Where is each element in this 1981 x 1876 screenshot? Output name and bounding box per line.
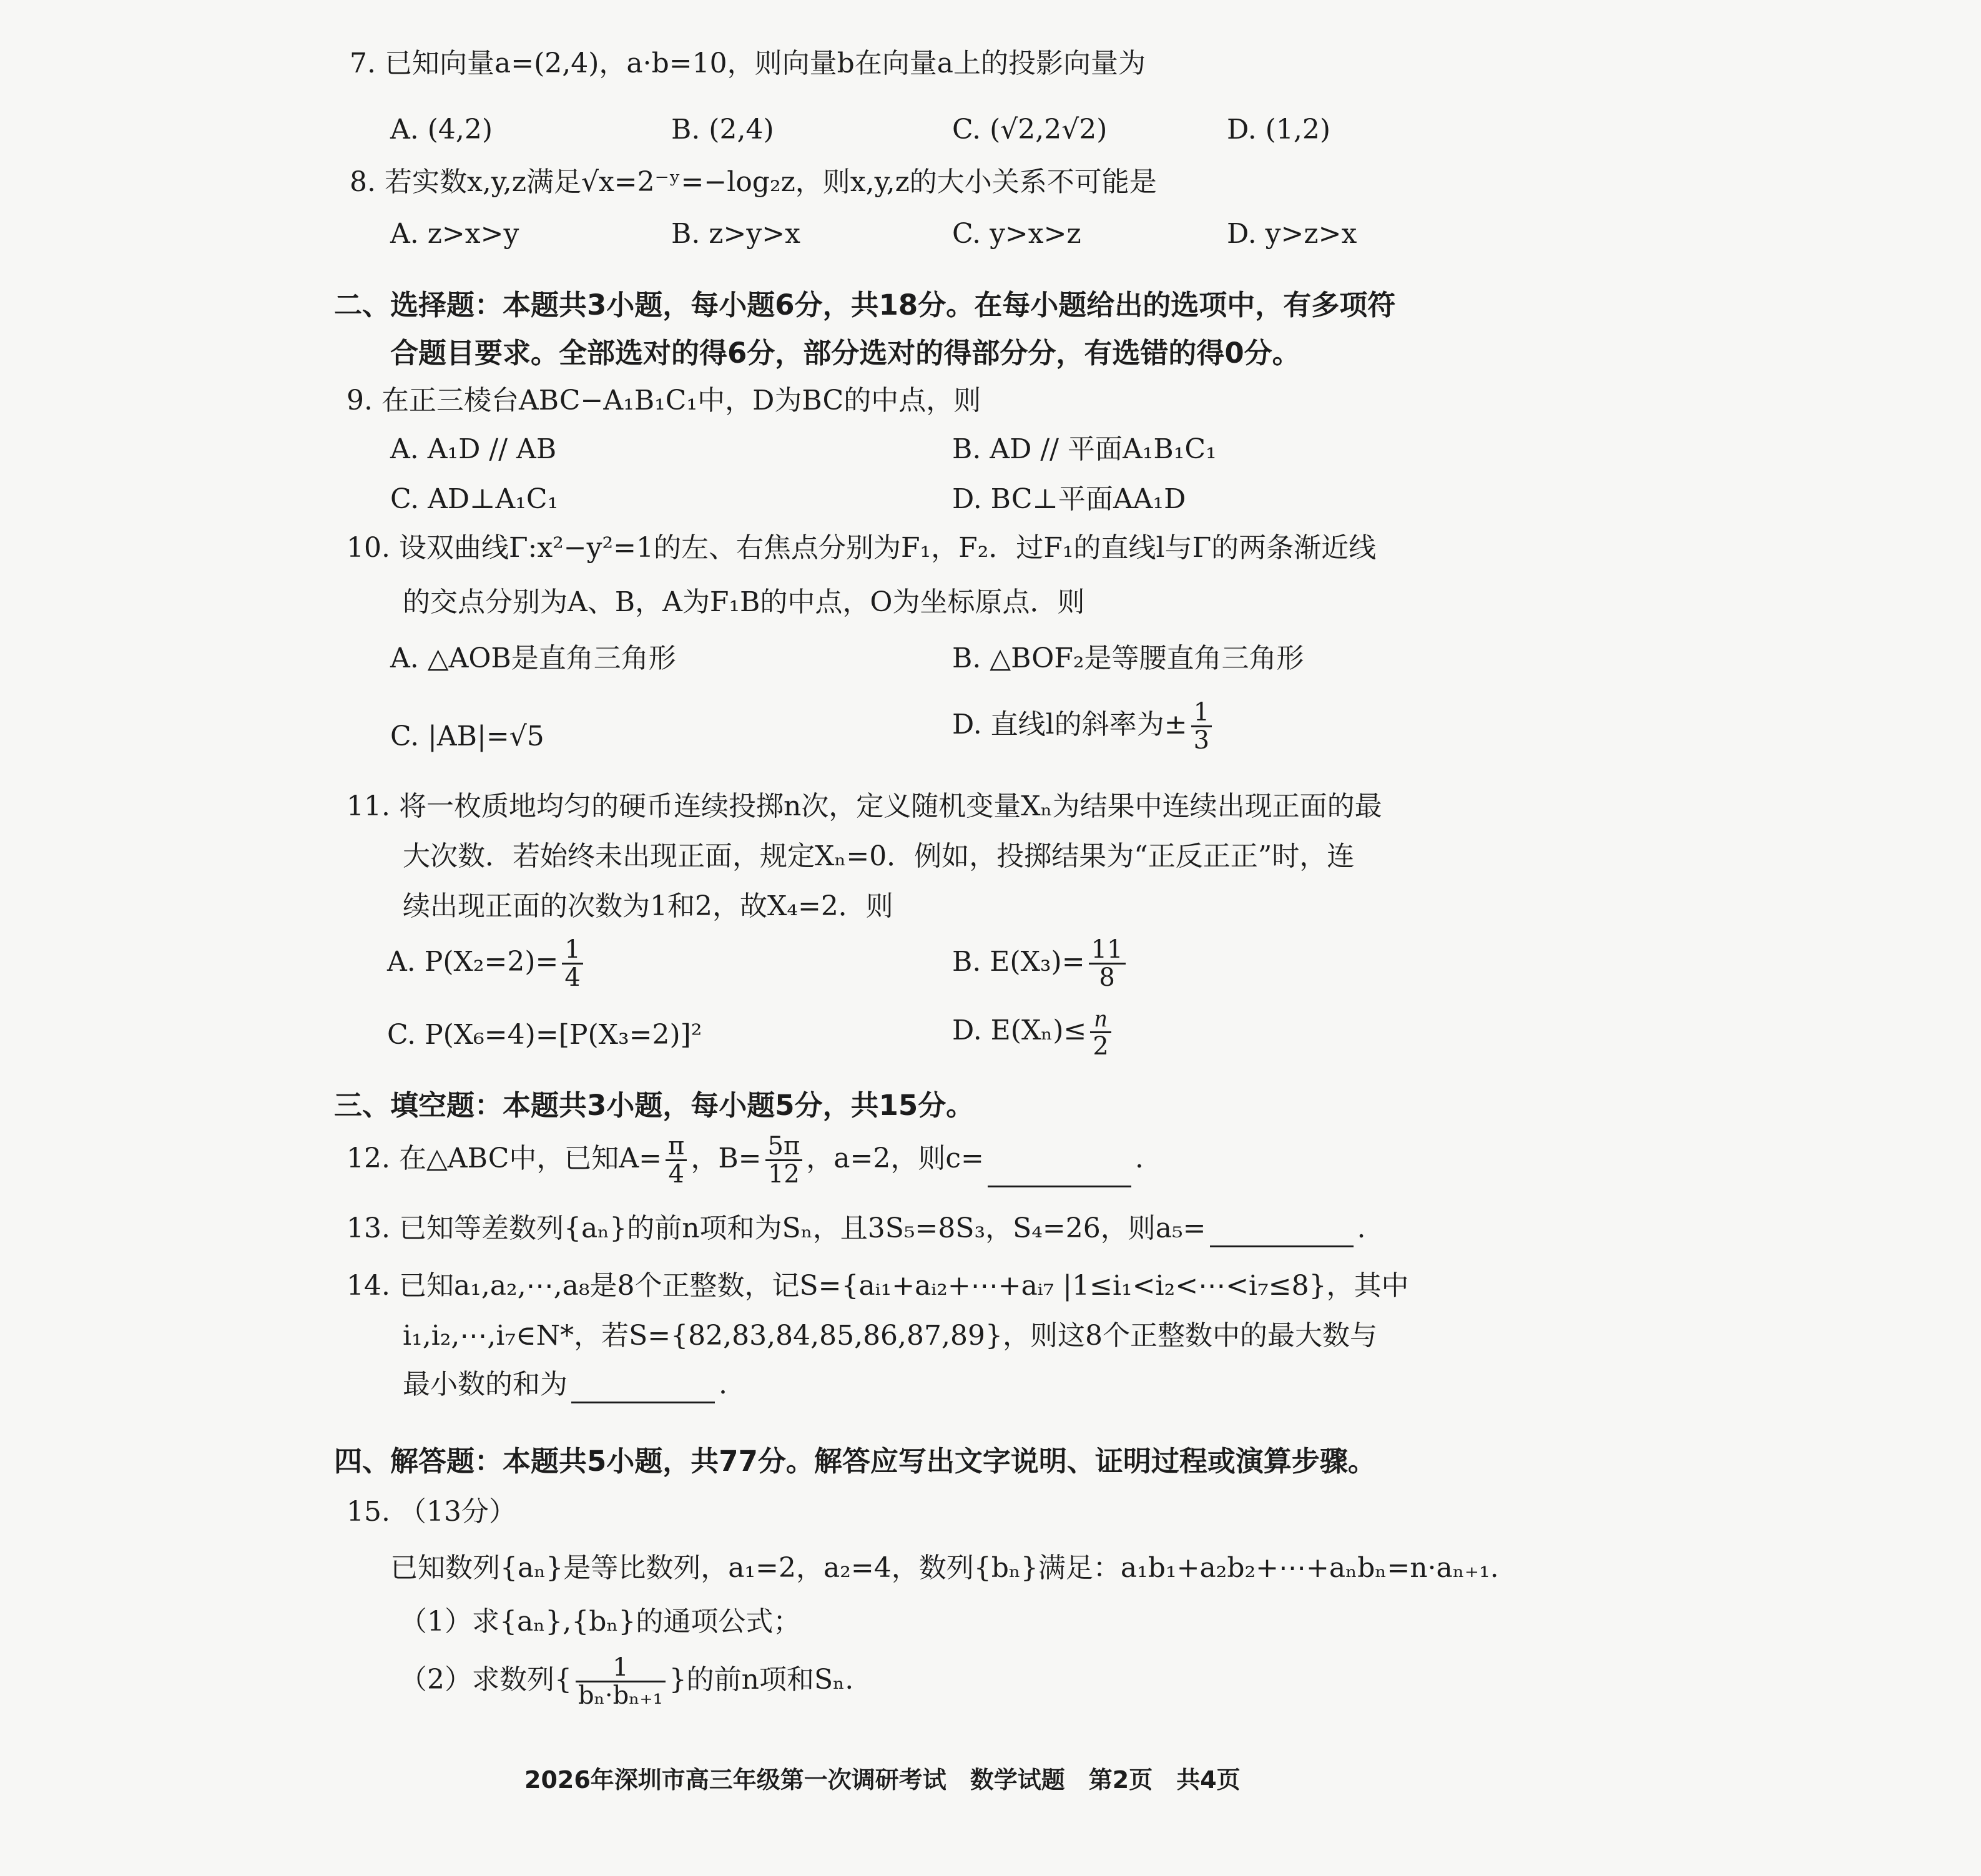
question-15-part-1: （1）求{aₙ},{bₙ}的通项公式； xyxy=(400,1606,801,1638)
q7-option-a: A. (4,2) xyxy=(390,114,493,145)
q11-option-c: C. P(X₆=4)=[P(X₃=2)]² xyxy=(387,1019,702,1051)
q14-text: 最小数的和为 xyxy=(403,1368,568,1400)
q12-end: . xyxy=(1134,1142,1144,1174)
fraction xyxy=(1090,1005,1111,1059)
answer-blank[interactable] xyxy=(571,1377,715,1403)
fraction-numerator: 11 xyxy=(1091,935,1123,964)
fraction-denominator: 2 xyxy=(1090,1031,1111,1059)
q11-option-b-text: B. E(X₃)= xyxy=(952,946,1085,978)
fraction xyxy=(1089,936,1126,991)
q11-option-b xyxy=(952,936,1129,991)
answer-blank[interactable] xyxy=(1210,1220,1354,1247)
q11-option-a-text: A. P(X₂=2)= xyxy=(387,946,559,978)
fraction-numerator: 1 xyxy=(1193,698,1210,727)
question-8-stem: 8. 若实数x,y,z满足√x=2⁻ʸ=−log₂z，则x,y,z的大小关系不可能是 xyxy=(350,166,1157,198)
section-3-heading: 三、填空题：本题共3小题，每小题5分，共15分。 xyxy=(334,1089,975,1122)
section-2-heading-cont: 合题目要求。全部选对的得6分，部分选对的得部分分，有选错的得0分。 xyxy=(390,336,1300,370)
q12-text-b: ，B= xyxy=(691,1142,762,1174)
q11-option-d xyxy=(952,1005,1115,1059)
question-7-stem: 7. 已知向量a=(2,4)，a·b=10，则向量b在向量a上的投影向量为 xyxy=(350,47,1146,79)
section-2-heading: 二、选择题：本题共3小题，每小题6分，共18分。在每小题给出的选项中，有多项符 xyxy=(334,288,1396,322)
q9-option-c: C. AD⊥A₁C₁ xyxy=(390,483,559,515)
fraction xyxy=(562,936,583,991)
fraction-denominator: 4 xyxy=(562,963,583,991)
fraction xyxy=(576,1654,666,1709)
fraction-denominator: 3 xyxy=(1191,725,1212,754)
fraction-numerator: π xyxy=(668,1132,685,1161)
fraction-numerator: 1 xyxy=(612,1653,629,1682)
q15-part2-text-a: （2）求数列{ xyxy=(400,1664,572,1696)
fraction-numerator: n xyxy=(1094,1004,1108,1032)
q12-text-a: 12. 在△ABC中，已知A= xyxy=(347,1142,662,1174)
question-15-title: 15. （13分） xyxy=(347,1496,516,1528)
q12-text-c: ，a=2，则c= xyxy=(806,1142,984,1174)
fraction-numerator: 1 xyxy=(564,935,581,964)
question-10-stem: 10. 设双曲线Γ:x²−y²=1的左、右焦点分别为F₁，F₂．过F₁的直线l与Γ的两条渐近线 xyxy=(347,532,1377,564)
question-13 xyxy=(347,1210,1366,1247)
q8-option-c: C. y>x>z xyxy=(952,218,1081,250)
q11-option-a xyxy=(387,936,587,991)
question-14-stem-cont2 xyxy=(403,1366,727,1403)
fraction-denominator: 4 xyxy=(666,1159,687,1187)
q9-option-a: A. A₁D // AB xyxy=(390,433,557,465)
q13-text: 13. 已知等差数列{aₙ}的前n项和为Sₙ，且3S₅=8S₃，S₄=26，则a₅= xyxy=(347,1212,1206,1244)
q13-end: . xyxy=(1357,1212,1366,1244)
fraction xyxy=(1191,699,1212,754)
question-15-part-2 xyxy=(400,1654,853,1709)
question-14-stem: 14. 已知a₁,a₂,⋯,a₈是8个正整数，记S={aᵢ₁+aᵢ₂+⋯+aᵢ₇ |1≤i₁<i₂<⋯<i₇≤8}，其中 xyxy=(347,1270,1409,1302)
question-11-stem: 11. 将一枚质地均匀的硬币连续投掷n次，定义随机变量Xₙ为结果中连续出现正面的最 xyxy=(347,790,1382,822)
q10-option-d xyxy=(952,699,1216,754)
question-14-stem-cont: i₁,i₂,⋯,i₇∈N*，若S={82,83,84,85,86,87,89}，则这8个正整数中的最大数与 xyxy=(403,1320,1377,1352)
q10-option-d-text: D. 直线l的斜率为± xyxy=(952,709,1187,740)
question-11-stem-cont2: 续出现正面的次数为1和2，故X₄=2．则 xyxy=(403,890,893,922)
question-10-stem-cont: 的交点分别为A、B，A为F₁B的中点，O为坐标原点．则 xyxy=(403,586,1085,618)
q9-option-b: B. AD // 平面A₁B₁C₁ xyxy=(952,433,1217,465)
q7-option-b: B. (2,4) xyxy=(671,114,774,145)
answer-blank[interactable] xyxy=(988,1161,1131,1187)
section-4-heading: 四、解答题：本题共5小题，共77分。解答应写出文字说明、证明过程或演算步骤。 xyxy=(334,1445,1376,1478)
question-11-stem-cont: 大次数．若始终未出现正面，规定Xₙ=0．例如，投掷结果为“正反正正”时，连 xyxy=(403,840,1355,872)
fraction xyxy=(666,1133,687,1187)
question-12 xyxy=(347,1133,1144,1187)
fraction-denominator: 12 xyxy=(765,1159,803,1187)
fraction-numerator: 5π xyxy=(767,1132,800,1161)
q9-option-d: D. BC⊥平面AA₁D xyxy=(952,483,1186,515)
fraction-denominator: 8 xyxy=(1089,963,1126,991)
question-9-stem: 9. 在正三棱台ABC−A₁B₁C₁中，D为BC的中点，则 xyxy=(347,385,981,416)
page-footer: 2026年深圳市高三年级第一次调研考试 数学试题 第2页 共4页 xyxy=(524,1766,1241,1794)
q7-option-d: D. (1,2) xyxy=(1227,114,1330,145)
q8-option-b: B. z>y>x xyxy=(671,218,800,250)
q11-option-d-text: D. E(Xₙ)≤ xyxy=(952,1014,1087,1046)
q15-part2-text-b: }的前n项和Sₙ. xyxy=(669,1664,854,1696)
q8-option-d: D. y>z>x xyxy=(1227,218,1357,250)
q10-option-a: A. △AOB是直角三角形 xyxy=(390,642,676,674)
q14-end: . xyxy=(719,1368,727,1400)
q10-option-b: B. △BOF₂是等腰直角三角形 xyxy=(952,642,1304,674)
fraction xyxy=(765,1133,803,1187)
q7-option-c: C. (√2,2√2) xyxy=(952,114,1108,145)
q10-option-c: C. |AB|=√5 xyxy=(390,720,544,752)
fraction-denominator: bₙ·bₙ₊₁ xyxy=(576,1681,666,1709)
q8-option-a: A. z>x>y xyxy=(390,218,519,250)
question-15-stem: 已知数列{aₙ}是等比数列，a₁=2，a₂=4，数列{bₙ}满足：a₁b₁+a₂b₂+⋯+aₙbₙ=n·aₙ₊₁. xyxy=(390,1552,1499,1584)
